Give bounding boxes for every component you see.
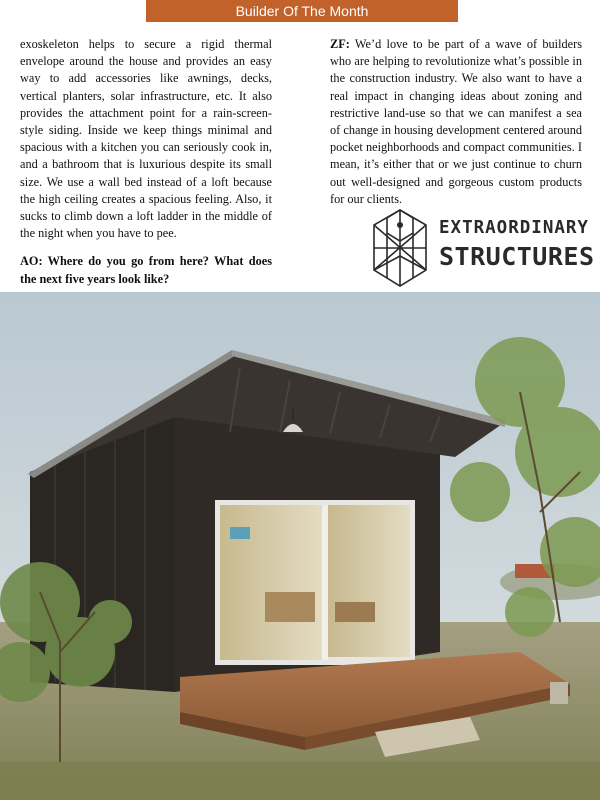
- interview-answer: [330, 36, 582, 208]
- right-column: [330, 36, 582, 219]
- company-logo: [370, 208, 595, 288]
- left-column: [20, 36, 272, 299]
- section-header: [146, 0, 458, 22]
- answer-text: We’d love to be part of a wave of builders who are helping to revolutionize what’s possible in the construction industry. We also want to have a real impact in changing ideas about zoning and restrictive land-use so that we can manifest a sea of change in housing development centered around pocket neighborhoods and compact communities. I mean, it’s either that or we just continue to churn out well-designed and gorgeous custom products for our clients.: [330, 37, 582, 206]
- interview-question: AO: Where do you go from here? What does the next five years look like?: [20, 254, 272, 286]
- speaker-label: ZF:: [330, 37, 350, 51]
- section-header-title: Builder Of The Month: [235, 3, 369, 19]
- logo-text-line2: STRUCTURES: [439, 242, 595, 271]
- logo-text-line1: EXTRAORDINARY: [439, 218, 589, 238]
- logo-mark-icon: [370, 208, 430, 288]
- body-paragraph: exoskeleton helps to secure a rigid thermal envelope around the house and provides an easy way to add accessories like awnings, decks, vertical planters, solar infrastructure, etc. It also provides the attachment point for a rain-screen-style siding. Inside we keep things minimal and spacious with a kitchen you can seriously cook in, and a bathroom that is luxurious despite its small size. We use a wall bed instead of a loft because the high ceiling creates a spacious feeling. Also, it sucks to climb down a loft ladder in the middle of the night when you have to pee.: [20, 37, 272, 241]
- tiny-house-photo: [0, 292, 600, 800]
